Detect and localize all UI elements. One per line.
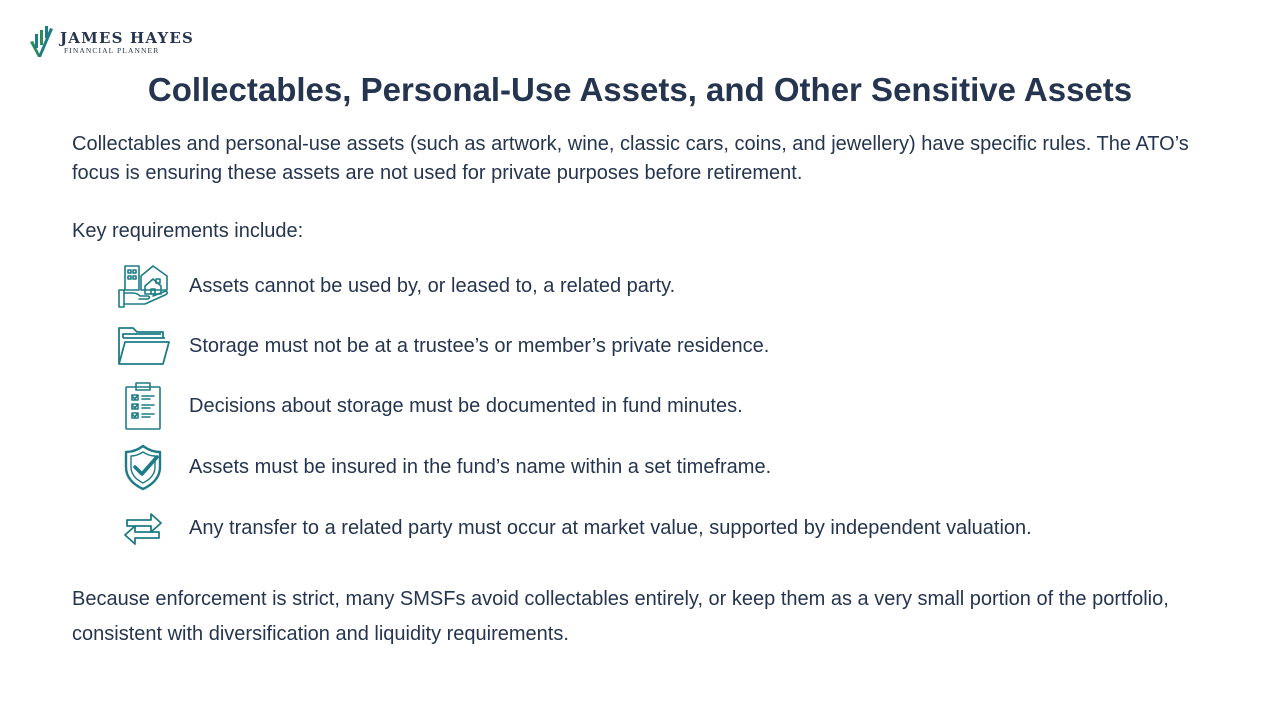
folder-icon [112, 320, 174, 372]
requirement-text: Assets must be insured in the fund’s name within a set timeframe. [189, 456, 772, 478]
logo-mark-icon [28, 24, 58, 58]
page-title: Collectables, Personal-Use Assets, and Other Sensitive Assets [147, 71, 1133, 108]
company-logo [28, 24, 194, 58]
requirement-item [112, 441, 1212, 493]
requirement-text: Any transfer to a related party must occur at market value, supported by independent valuation. [189, 517, 1032, 539]
requirement-text: Decisions about storage must be documented in fund minutes. [189, 395, 743, 417]
requirement-item [112, 380, 1212, 432]
logo-name: JAMES HAYES [60, 29, 195, 47]
requirement-text: Storage must not be at a trustee’s or member’s private residence. [189, 335, 770, 357]
clipboard-checklist-icon [112, 380, 174, 432]
intro-paragraph: Collectables and personal-use assets (such as artwork, wine, classic cars, coins, and jewellery) have specific rules. The ATO’s focus is ensuring these assets are not used for private purposes before retirement. [72, 133, 1189, 184]
requirement-item [112, 502, 1212, 554]
logo-subtitle: FINANCIAL PLANNER [64, 46, 160, 55]
outro-paragraph: Because enforcement is strict, many SMSFs avoid collectables entirely, or keep them as a very small portion of the portfolio, consistent with diversification and liquidity requirements. [72, 588, 1169, 645]
transfer-arrows-icon [112, 502, 174, 554]
requirement-item [112, 260, 1212, 312]
requirement-text: Assets cannot be used by, or leased to, a related party. [189, 275, 676, 297]
shield-check-icon [112, 441, 174, 493]
key-requirements-label: Key requirements include: [72, 220, 304, 242]
requirement-item [112, 320, 1212, 372]
property-hand-icon [112, 260, 174, 312]
